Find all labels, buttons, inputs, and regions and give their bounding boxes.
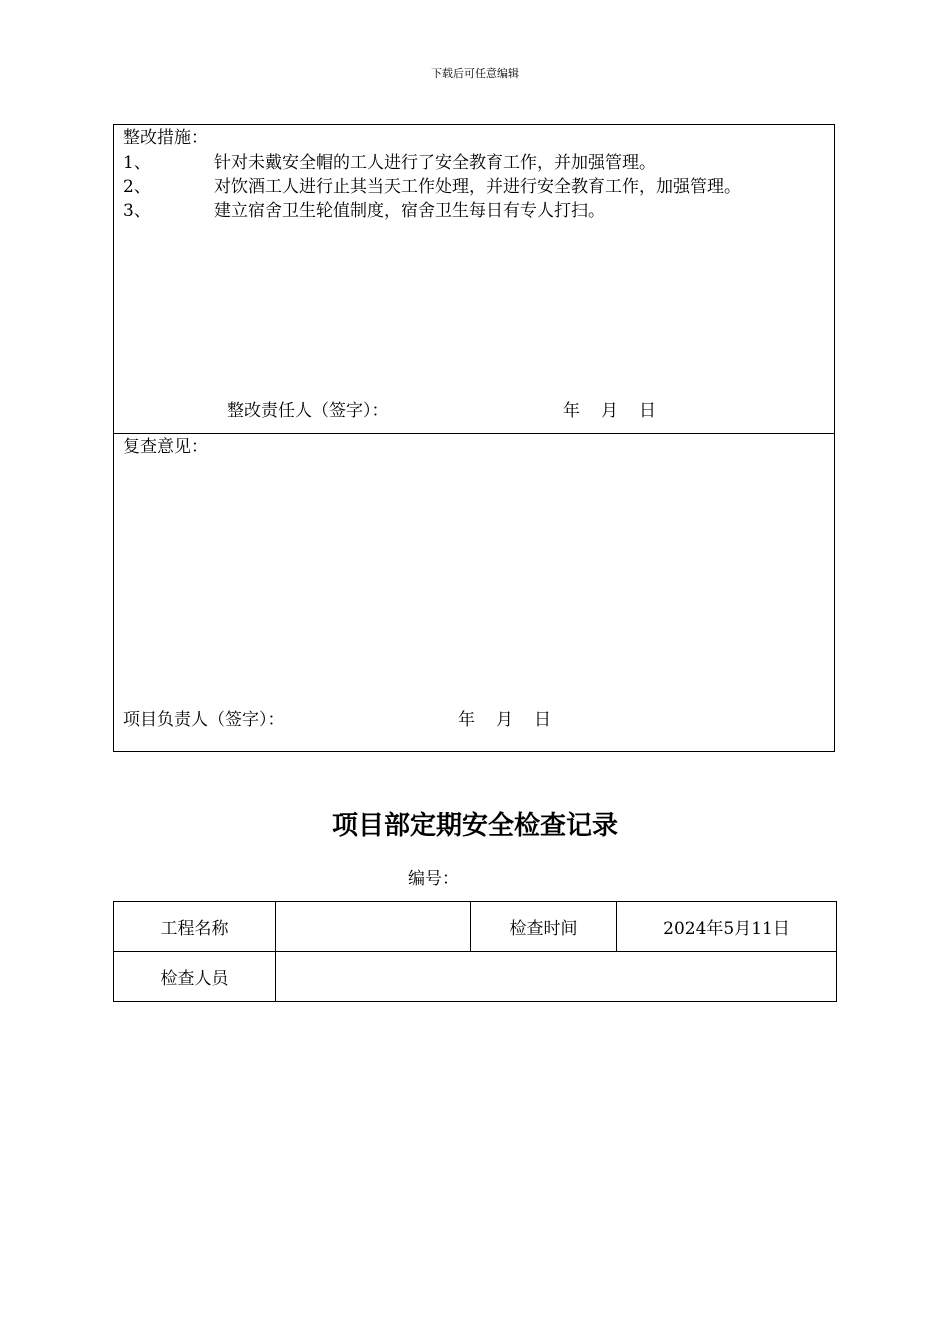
inspectors-value[interactable] bbox=[276, 952, 837, 1002]
review-date-day: 日 bbox=[534, 710, 551, 730]
table-row bbox=[114, 902, 837, 952]
check-time-label: 检查时间 bbox=[471, 902, 617, 952]
check-time-value[interactable]: 2024年5月11日 bbox=[617, 902, 837, 952]
measure-item bbox=[123, 175, 741, 199]
review-date-month: 月 bbox=[496, 710, 513, 730]
project-name-label: 工程名称 bbox=[114, 902, 276, 952]
measure-number: 2、 bbox=[123, 177, 151, 197]
rectification-label: 整改措施： bbox=[123, 128, 208, 148]
measure-item bbox=[123, 199, 605, 223]
review-date-year: 年 bbox=[458, 710, 475, 730]
record-title: 项目部定期安全检查记录 bbox=[331, 811, 618, 841]
record-info-table bbox=[113, 901, 837, 1002]
measure-item bbox=[123, 151, 656, 175]
measure-text: 建立宿舍卫生轮值制度，宿舍卫生每日有专人打扫。 bbox=[214, 201, 605, 221]
measure-text: 针对未戴安全帽的工人进行了安全教育工作，并加强管理。 bbox=[214, 153, 656, 173]
rectification-section bbox=[113, 124, 835, 434]
review-label: 复查意见： bbox=[123, 437, 208, 457]
serial-label: 编号： bbox=[408, 869, 459, 889]
measure-number: 1、 bbox=[123, 153, 151, 173]
measure-text: 对饮酒工人进行止其当天工作处理，并进行安全教育工作，加强管理。 bbox=[214, 177, 741, 197]
project-name-value[interactable] bbox=[276, 902, 471, 952]
rectification-signature-label: 整改责任人（签字）： bbox=[227, 401, 389, 421]
table-row bbox=[114, 952, 837, 1002]
rectification-date-year: 年 bbox=[563, 401, 580, 421]
rectification-date-month: 月 bbox=[601, 401, 618, 421]
header-note: 下载后可任意编辑 bbox=[431, 67, 519, 80]
inspectors-label: 检查人员 bbox=[114, 952, 276, 1002]
review-section bbox=[113, 433, 835, 752]
review-signature-label: 项目负责人（签字）： bbox=[123, 710, 285, 730]
rectification-date-day: 日 bbox=[639, 401, 656, 421]
measure-number: 3、 bbox=[123, 201, 151, 221]
